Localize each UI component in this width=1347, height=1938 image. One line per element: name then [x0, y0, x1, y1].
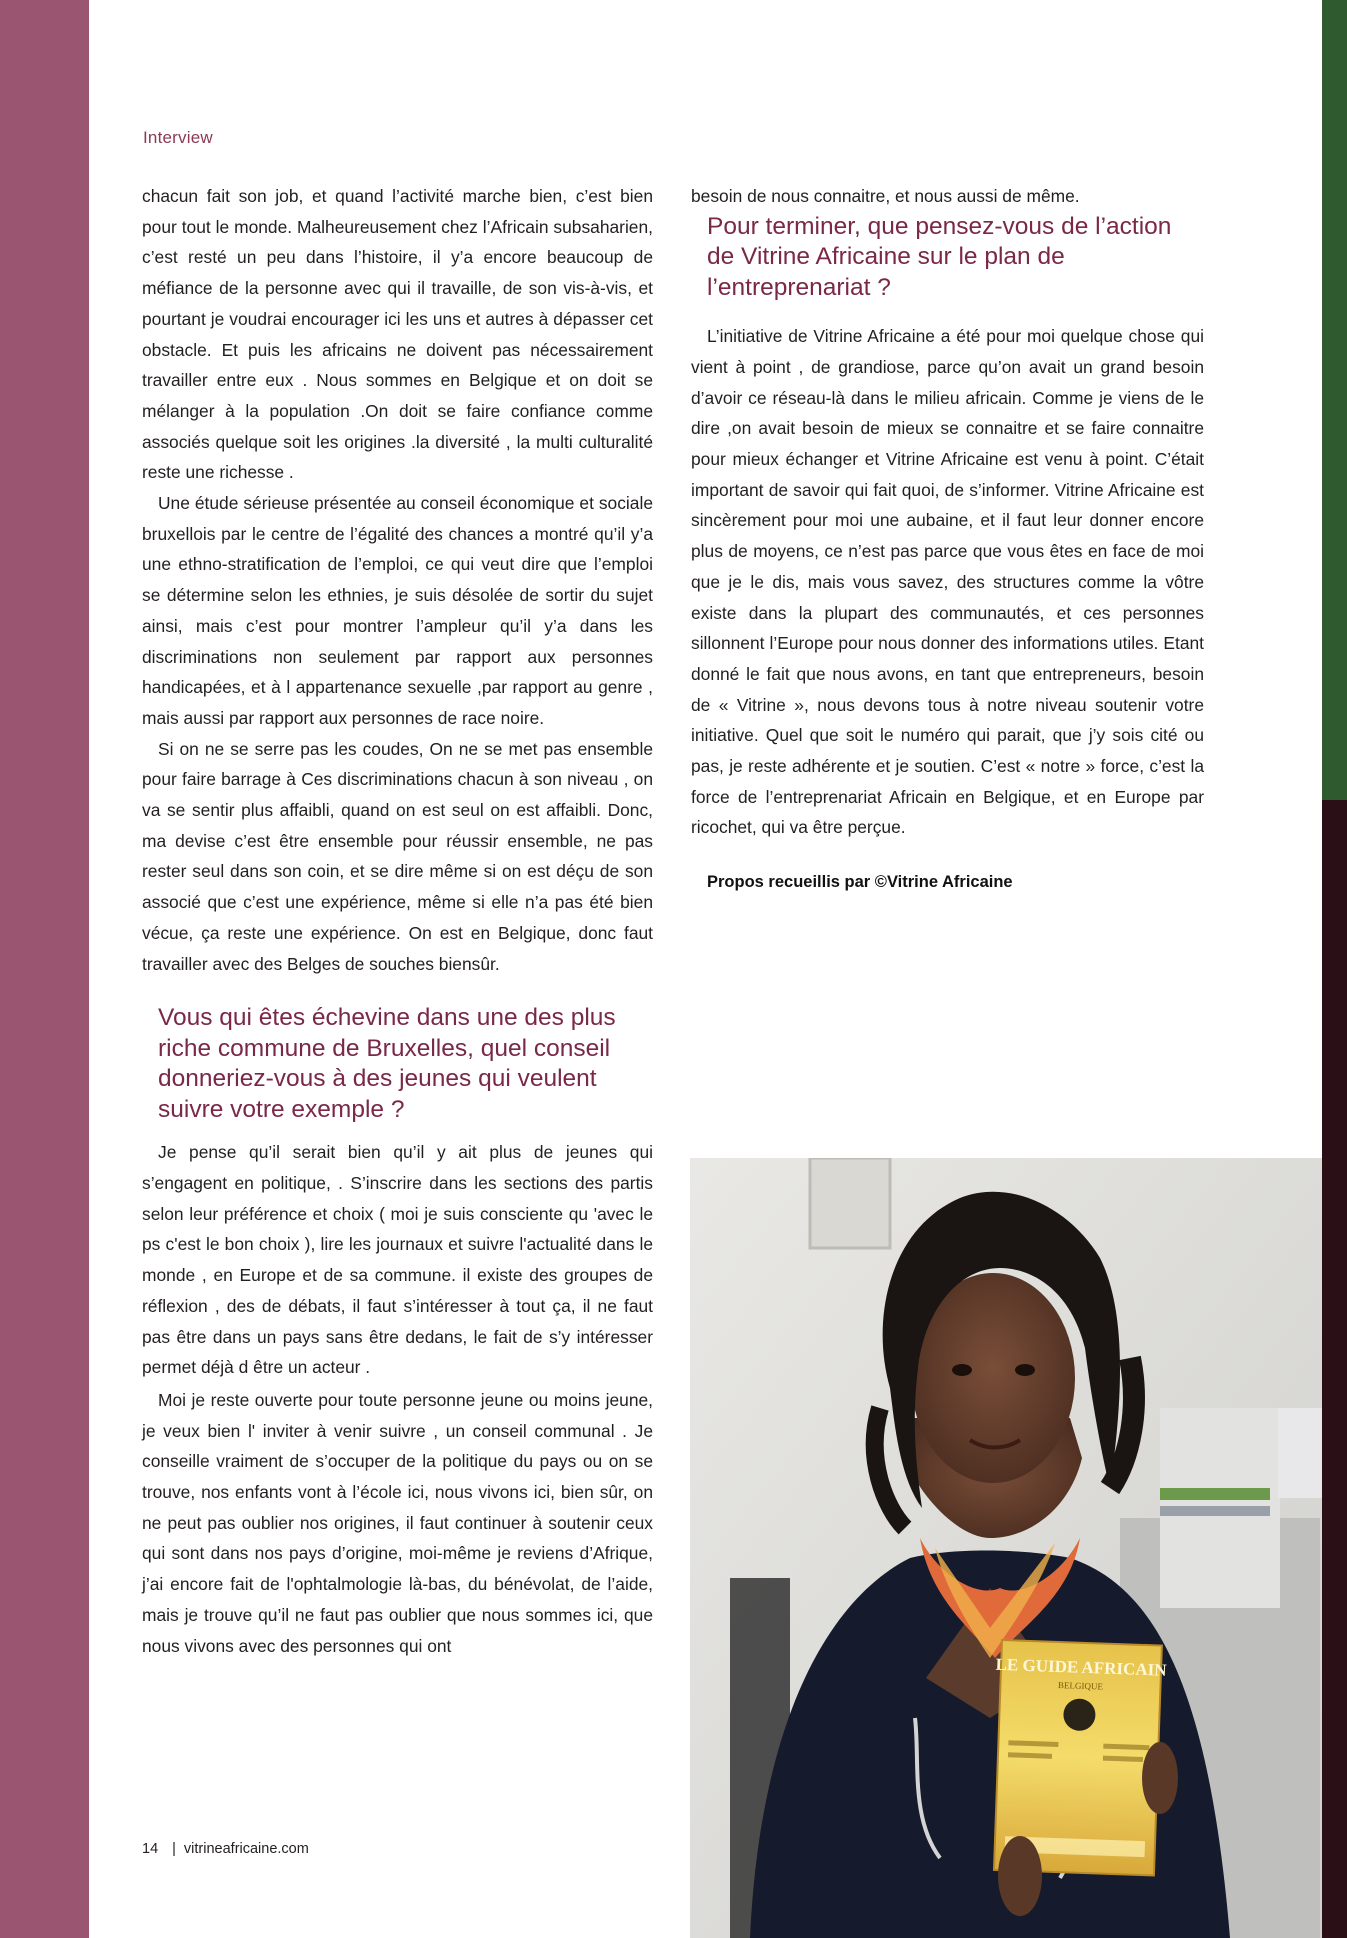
right-column: [691, 181, 1204, 892]
paragraph: Moi je reste ouverte pour toute personne jeune ou moins jeune, je veux bien l' inviter à venir suivre , un conseil communal . Je conseille vraiment de s’occuper de la politique du pays ou on se trouve, nos enfants vont à l’école ici, nous vivons ici, bien sûr, on ne peut pas oublier nos origines, il faut continuer à soutenir ceux qui sont dans nos pays d’origine, moi-même je reviens d’Afrique, j’ai encore fait de l'ophtalmologie là-bas, du bénévolat, de l’aide, mais je trouve qu’il ne faut pas oublier que nous sommes ici, que nous vivons avec des personnes qui ont: [142, 1389, 653, 1656]
paragraph: Je pense qu’il serait bien qu’il y ait plus de jeunes qui s’engagent en politique, . S’inscrire dans les sections des partis selon leur préférence et choix ( moi je suis consciente qu 'avec le ps c'est le bon choix ), lire les journaux et suivre l'actualité dans le monde , en Europe et de sa commune. il existe des groupes de réflexion , des de débats, il faut s’intéresser à tout ça, il ne faut pas être dans un pays sans être dedans, le fait de s’y intéresser permet déjà d être un acteur .: [142, 1142, 653, 1378]
paragraph: Si on ne se serre pas les coudes, On ne se met pas ensemble pour faire barrage à Ces discriminations chacun à son niveau , on va se sentir plus affaibli, quand on est seul on est affaibli. Donc, ma devise c’est être ensemble pour réussir ensemble, ne pas rester seul dans son coin, et se dire même si on est déçu de son associé que c’est une expérience, même si elle n’a pas été bien vécue, ça reste une expérience. On est en Belgique, donc faut travailler avec des Belges de souches biensûr.: [142, 738, 653, 974]
paragraph: chacun fait son job, et quand l’activité marche bien, c’est bien pour tout le monde. Malheureusement chez l’Africain subsaharien, c’est resté un peu dans l’histoire, il y’a encore beaucoup de méfiance de la personne avec qui il travaille, de son vis-à-vis, et pourtant je voudrai encourager ici les uns et autres à dépasser cet obstacle. Et puis les africains ne doivent pas nécessairement travailler entre eux . Nous sommes en Belgique et on doit se mélanger à la population .On doit se faire confiance comme associés quelque soit les origines .la diversité , la multi culturalité reste une richesse .: [142, 186, 653, 483]
page-footer: [142, 1841, 309, 1857]
paragraph: L’initiative de Vitrine Africaine a été pour moi quelque chose qui vient à point , de grandiose, parce qu’on avait un grand besoin d’avoir ce réseau-là dans le milieu africain. Comme je viens de le dire ,on avait besoin de mieux se connaitre et se faire connaitre pour mieux échanger et Vitrine Africaine est venu à point. C’était important de savoir qui fait quoi, de s’informer. Vitrine Africaine est sincèrement pour moi une aubaine, et il faut leur donner encore plus de moyens, ce n’est pas parce que vous êtes en face de moi que je le dis, mais vous savez, des structures comme la vôtre existe dans la plupart des communautés, et ces personnes sillonnent l’Europe pour nous donner des informations utiles. Etant donné le fait que nous avons, en tant que entrepreneurs, besoin de « Vitrine », nous devons tous à notre niveau soutenir votre initiative. Quel que soit le numéro qui parait, que j’y sois cité ou pas, je reste adhérente et je soutien. C’est « notre » force, c’est la force de l’entreprenariat Africain en Belgique, et en Europe par ricochet, qui va être perçue.: [691, 326, 1204, 838]
guide-subtitle: BELGIQUE: [1057, 1679, 1104, 1692]
guide-title: LE GUIDE AFRICAIN: [995, 1654, 1167, 1680]
interview-question: Vous qui êtes échevine dans une des plus riche commune de Bruxelles, quel conseil donneriez-vous à des jeunes qui veulent suivre votre exemple ?: [158, 1004, 616, 1123]
page-number: 14: [142, 1841, 159, 1857]
right-color-band-top: [1322, 0, 1347, 800]
footer-separator: |: [172, 1841, 176, 1857]
interview-question: Pour terminer, que pensez-vous de l’action de Vitrine Africaine sur le plan de l’entreprenariat ?: [707, 212, 1172, 301]
right-color-band-bottom: [1322, 800, 1347, 1938]
interview-credit: Propos recueillis par ©Vitrine Africaine: [707, 873, 1013, 892]
left-color-band: [0, 0, 89, 1938]
interviewee-photo: [690, 1158, 1322, 1938]
left-column: [142, 181, 653, 1661]
website-url: vitrineafricaine.com: [183, 1841, 309, 1857]
paragraph: Une étude sérieuse présentée au conseil économique et sociale bruxellois par le centre de l’égalité des chances a montré qu’il y’a une ethno-stratification de l’emploi, ce qui veut dire que l’emploi se détermine selon les ethnies, je suis désolée de sortir du sujet ainsi, mais c’est pour montrer l’ampleur qu’il y’a dans les discriminations non seulement par rapport aux personnes handicapées, et à l appartenance sexuelle ,par rapport au genre , mais aussi par rapport aux personnes de race noire.: [142, 493, 653, 728]
section-label: Interview: [143, 128, 213, 147]
photo-illustration: [690, 1158, 1322, 1938]
paragraph: besoin de nous connaitre, et nous aussi de même.: [691, 186, 1080, 206]
